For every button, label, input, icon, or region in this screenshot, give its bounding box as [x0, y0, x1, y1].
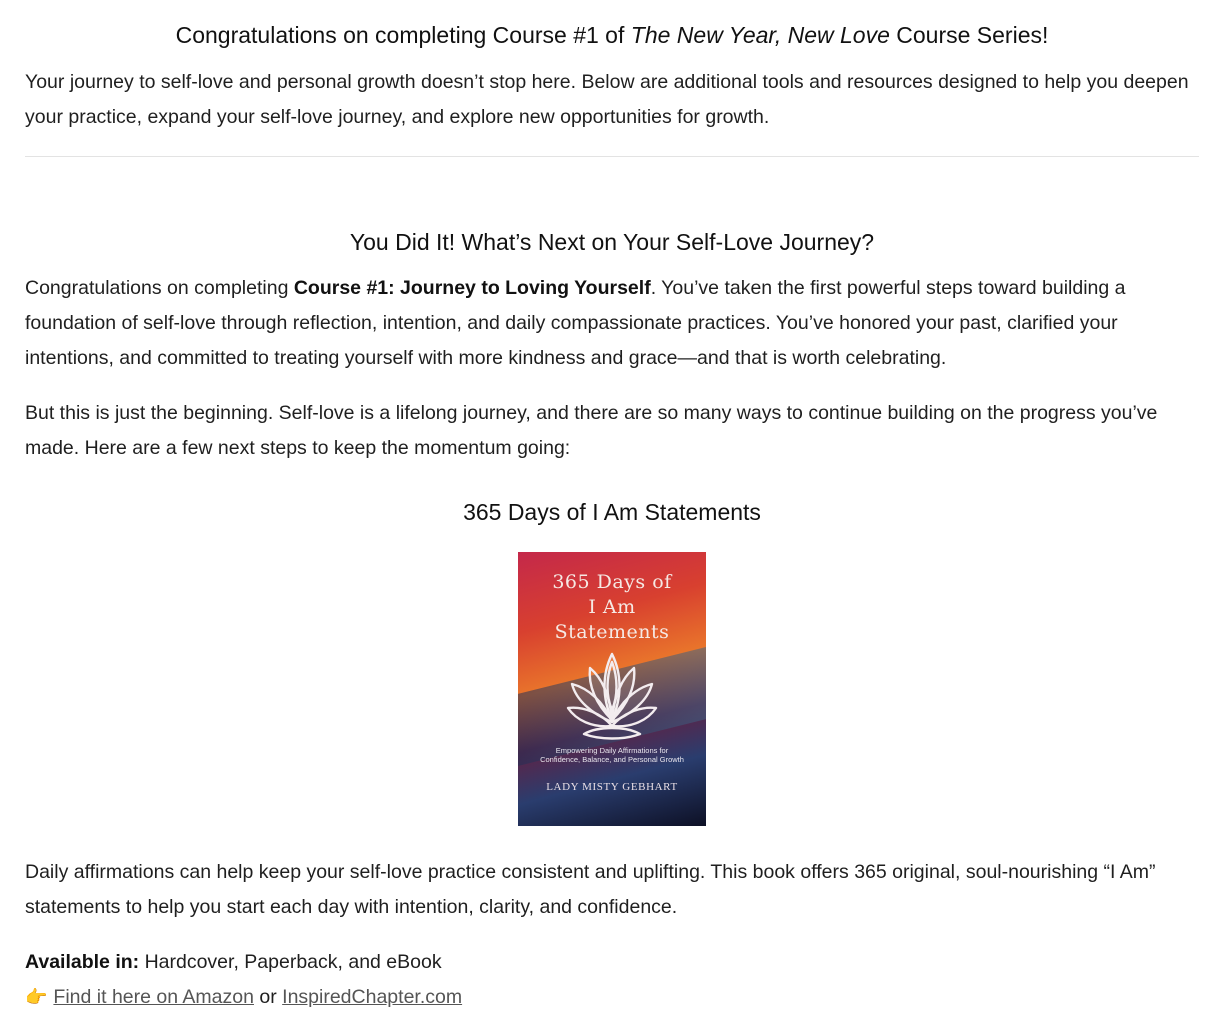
- course-name: Course #1: Journey to Loving Yourself: [293, 277, 651, 299]
- section-heading: You Did It! What’s Next on Your Self-Love Journey?: [349, 229, 875, 255]
- congrats-pre: Congratulations on completing: [25, 277, 294, 299]
- book-description: Daily affirmations can help keep your self-love practice consistent and uplifting. This book offers 365 original, soul-nourishing “I Am” statements to help you start each day with intention, clarity, and confidence.: [25, 861, 1156, 918]
- purchase-links: [25, 980, 1199, 1015]
- cover-author: LADY MISTY GEBHART: [546, 781, 678, 793]
- congrats-post: . You’ve taken the first powerful steps toward building a foundation of self-love through reflection, intention, and daily compassionate practices. You’ve honored your past, clarified your intentions, and committed to treating yourself with more kindness and grace—and that is worth celebrating.: [25, 277, 1126, 369]
- congrats-paragraph: [25, 271, 1199, 376]
- link-separator: or: [253, 986, 283, 1008]
- intro-paragraph: Your journey to self-love and personal growth doesn’t stop here. Below are additional tools and resources designed to help you deepen your practice, expand your self-love journey, and explore new opportunities for growth.: [25, 71, 1189, 128]
- page-title: [25, 20, 1199, 50]
- cover-title-line: Statements: [554, 621, 670, 643]
- divider: [25, 156, 1199, 157]
- next-steps-paragraph: But this is just the beginning. Self-love is a lifelong journey, and there are so many ways to continue building on the progress you’ve made. Here are a few next steps to keep the momentum going:: [25, 402, 1158, 459]
- availability: [25, 945, 1199, 980]
- cover-title-line: 365 Days of: [552, 571, 672, 593]
- available-label: Available in:: [25, 951, 140, 973]
- amazon-link[interactable]: Find it here on Amazon: [53, 986, 254, 1008]
- inspired-chapter-link[interactable]: InspiredChapter.com: [282, 986, 463, 1008]
- pointing-hand-icon: 👉: [25, 987, 48, 1008]
- cover-subtitle: Empowering Daily Affirmations for Confidence, Balance, and Personal Growth: [540, 746, 684, 764]
- title-pre: Congratulations on completing Course #1 of: [175, 22, 631, 48]
- cover-title: [518, 570, 706, 645]
- title-post: Course Series!: [889, 22, 1049, 48]
- book-heading: 365 Days of I Am Statements: [463, 499, 761, 525]
- book-cover-image[interactable]: [518, 552, 706, 826]
- cover-title-line: I Am: [588, 596, 636, 618]
- lotus-icon: [562, 648, 662, 744]
- available-formats: Hardcover, Paperback, and eBook: [139, 951, 442, 973]
- series-name: The New Year, New Love: [630, 22, 890, 48]
